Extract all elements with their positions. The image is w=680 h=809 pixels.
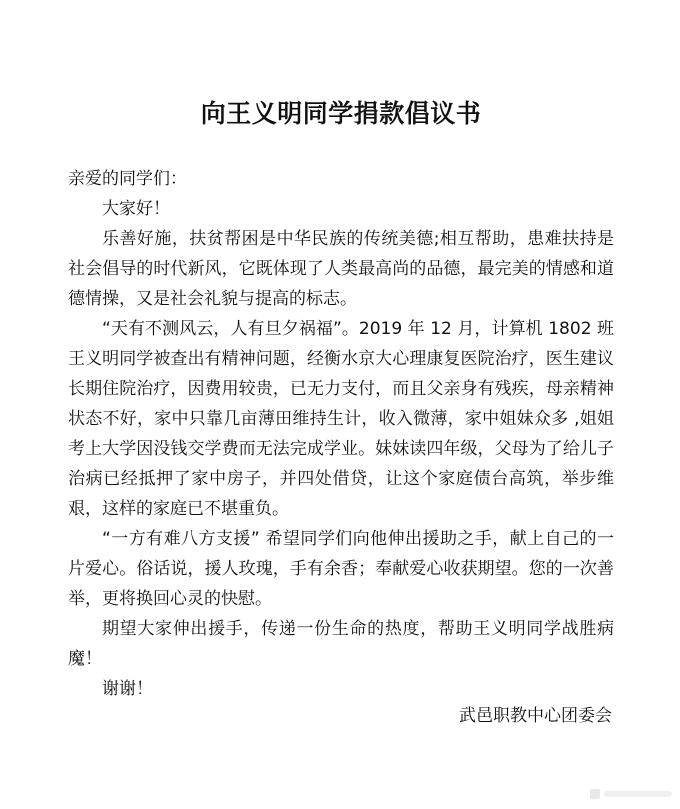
hope-paragraph: 期望大家伸出援手，传递一份生命的热度，帮助王义明同学战胜病魔！ xyxy=(68,619,614,669)
virtue-paragraph: 乐善好施，扶贫帮困是中华民族的传统美德;相互帮助，患难扶持是社会倡导的时代新风，它既体现了人类最高尚的品德，最完美的情感和道德情操，又是社会礼貌与提高的标志。 xyxy=(68,229,614,309)
letter-body xyxy=(68,96,614,704)
watermark-logo xyxy=(588,786,676,802)
salutation: 亲爱的同学们： xyxy=(68,169,187,189)
greeting-paragraph: 大家好！ xyxy=(102,199,170,219)
appeal-paragraph: “一方有难八方支援” 希望同学们向他伸出援助之手，献上自己的一片爱心。俗话说，援人玫瑰，手有余香；奉献爱心收获期望。您的一次善举，更将换回心灵的快慰。 xyxy=(68,529,614,609)
signature: 武邑职教中心团委会 xyxy=(459,706,612,726)
document-title: 向王义明同学捐款倡议书 xyxy=(200,99,482,128)
situation-paragraph: “天有不测风云，人有旦夕祸福”。2019 年 12 月，计算机 1802 班王义明同学被查出有精神问题，经衡水京大心理康复医院治疗，医生建议长期住院治疗，因费用较贵，已无力支付，而且父亲身有残疾，母亲精神状态不好，家中只靠几亩薄田维持生计，收入微薄，家中姐妹众多 ,姐姐考上大学因没钱交学费而无法完成学业。妹妹读四年级，父母为了给儿子治病已经抵押了家中房子，并四处借贷，让这个家庭债台高筑，举步维艰，这样的家庭已不堪重负。 xyxy=(68,319,614,519)
thanks-paragraph: 谢谢！ xyxy=(102,679,153,699)
